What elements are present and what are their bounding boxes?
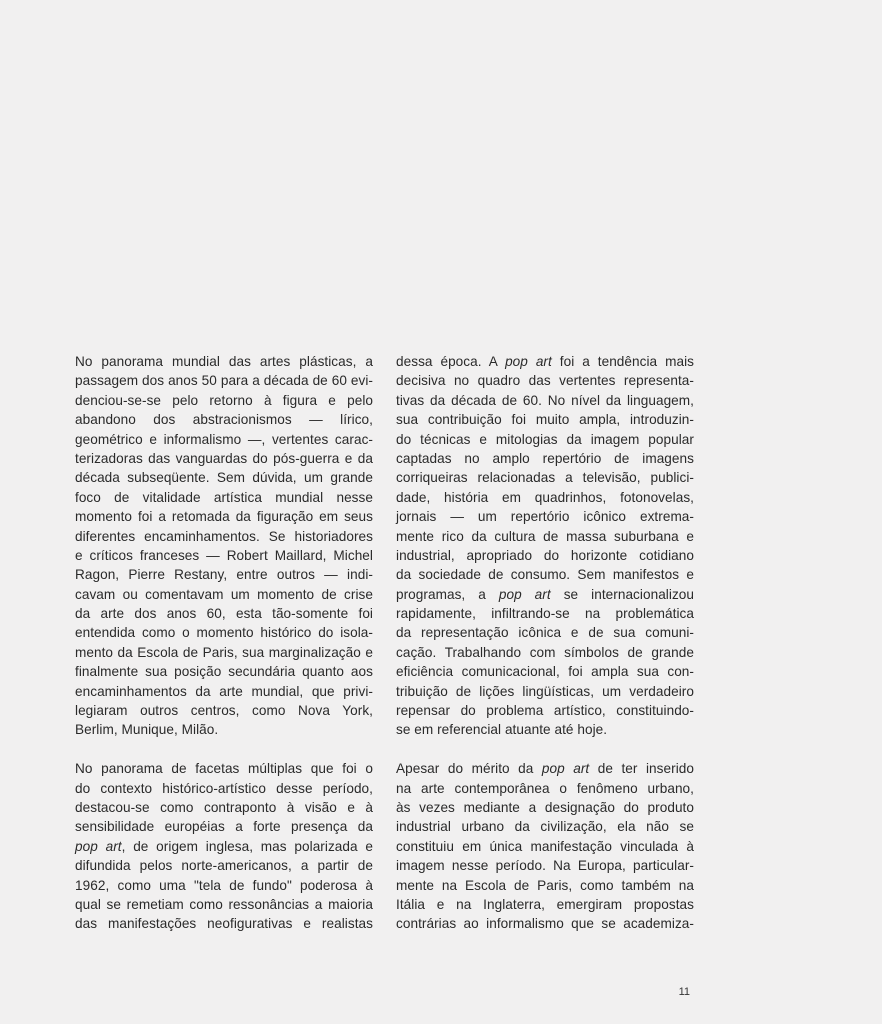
text-line: corriqueiras relacionadas a televisão, publici- — [396, 470, 694, 486]
text-line: difundida pelos norte-americanos, a partir de — [75, 858, 373, 874]
text-line: cavam ou comentavam um momento de crise — [75, 586, 373, 602]
text-line: da arte dos anos 60, esta tão-somente foi — [75, 606, 373, 622]
text-line: decisiva no quadro das vertentes representa- — [396, 373, 694, 389]
text-line: Itália e na Inglaterra, emergiram propostas — [396, 896, 694, 912]
text-line: sua contribuição foi muito ampla, introduzin- — [396, 412, 694, 428]
page-number: 11 — [678, 986, 690, 998]
text-line: das manifestações neofigurativas e realistas — [75, 916, 373, 932]
text-line: destacou-se como contraponto à visão e à — [75, 799, 373, 815]
text-line: denciou-se-se pelo retorno à figura e pelo — [75, 392, 373, 408]
text-line: rapidamente, infiltrando-se na problemática — [396, 606, 694, 622]
text-line: qual se remetiam como ressonâncias a maioria — [75, 896, 373, 912]
text-line: foco de vitalidade artística mundial nesse — [75, 489, 373, 505]
text-line: 1962, como uma "tela de fundo" poderosa à — [75, 877, 373, 893]
text-line: jornais — um repertório icônico extrema- — [396, 509, 694, 525]
text-line: mente rico da cultura de massa suburbana e — [396, 528, 694, 544]
text-line: pop art, de origem inglesa, mas polarizada e — [75, 838, 374, 854]
text-line: geométrico e informalismo —, vertentes carac- — [75, 431, 373, 447]
text-line: e críticos franceses — Robert Maillard, Michel — [75, 547, 373, 563]
text-line: da representação icônica e de sua comuni- — [396, 625, 694, 641]
text-line: se em referencial atuante até hoje. — [396, 722, 608, 738]
text-line: do técnicas e mitologias da imagem popular — [396, 431, 694, 447]
text-line: mente na Escola de Paris, como também na — [396, 877, 694, 893]
text-line: sensibilidade européias a forte presença da — [75, 819, 373, 835]
text-line: terizadoras das vanguardas do pós-guerra e da — [75, 450, 373, 466]
text-line: finalmente sua posição secundária quanto aos — [75, 664, 373, 680]
text-line: dade, história em quadrinhos, fotonovelas, — [396, 489, 694, 505]
text-line: momento foi a retomada da figuração em seus — [75, 509, 373, 525]
text-line: industrial, apropriado do horizonte cotidiano — [396, 547, 694, 563]
text-line: legiaram outros centros, como Nova York, — [75, 703, 373, 719]
text-line: tribuição de lições lingüísticas, um verdadeiro — [396, 683, 694, 699]
text-line: contrárias ao informalismo que se academiza- — [396, 916, 694, 932]
text-line: mento da Escola de Paris, sua marginalização e — [75, 644, 373, 660]
text-line: encaminhamentos da arte mundial, que privi- — [75, 683, 373, 699]
text-line: No panorama de facetas múltiplas que foi o — [75, 761, 373, 777]
text-line: repensar do problema artístico, constituindo- — [396, 703, 694, 719]
text-line: cação. Trabalhando com símbolos de grande — [396, 644, 694, 660]
paragraph-gap — [396, 740, 694, 759]
text-line: década subseqüente. Sem dúvida, um grande — [75, 470, 373, 486]
text-column-right — [396, 352, 694, 934]
text-line: passagem dos anos 50 para a década de 60 evi- — [75, 373, 373, 389]
text-line: Ragon, Pierre Restany, entre outros — indi- — [75, 567, 373, 583]
text-column-left — [75, 352, 373, 934]
text-line: diferentes encaminhamentos. Se historiadores — [75, 528, 373, 544]
paragraph-gap — [75, 740, 373, 759]
text-line: No panorama mundial das artes plásticas, a — [75, 354, 373, 369]
text-line: tivas da década de 60. No nível da linguagem, — [396, 392, 694, 408]
text-line: industrial urbano da civilização, ela não se — [396, 819, 694, 835]
text-line: dessa época. A pop art foi a tendência mais — [396, 354, 694, 369]
text-line: Apesar do mérito da pop art de ter inserido — [396, 761, 694, 777]
text-line: entendida como o momento histórico do isola- — [75, 625, 373, 641]
text-line: da sociedade de consumo. Sem manifestos e — [396, 567, 694, 583]
text-line: Berlim, Munique, Milão. — [75, 722, 219, 738]
text-line: eficiência comunicacional, foi ampla sua con- — [396, 664, 694, 680]
text-line: programas, a pop art se internacionalizou — [396, 586, 695, 602]
text-line: abandono dos abstracionismos — lírico, — [75, 412, 373, 428]
text-line: às vezes mediante a designação do produto — [396, 799, 694, 815]
text-line: constituiu em única manifestação vinculada à — [396, 838, 694, 854]
text-line: na arte contemporânea o fenômeno urbano, — [396, 780, 694, 796]
text-line: captadas no amplo repertório de imagens — [396, 450, 694, 466]
text-line: imagem nesse período. Na Europa, particular- — [396, 858, 694, 874]
text-line: do contexto histórico-artístico desse período, — [75, 780, 373, 796]
